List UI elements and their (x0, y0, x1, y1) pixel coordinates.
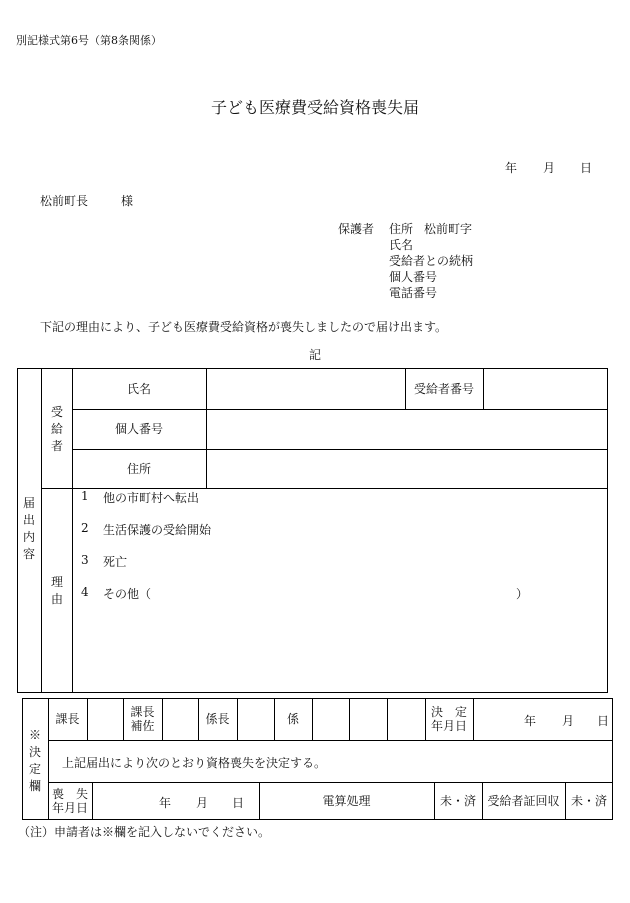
statement: 下記の理由により、子ども医療費受給資格が喪失しましたので届け出ます。 (40, 320, 448, 334)
col-divider (349, 698, 350, 740)
reason-num: 4 (81, 585, 89, 599)
loss-date-line-2: 年月日 (51, 801, 88, 815)
col-divider (87, 698, 88, 740)
guardian-label: 保護者 (338, 222, 375, 236)
form-id: 別記様式第6号（第8条関係） (16, 34, 162, 47)
kakari-label: 係 (286, 712, 299, 726)
col-divider (41, 368, 42, 693)
address-field[interactable] (207, 450, 607, 487)
note: （注）申請者は※欄を記入しないでください。 (18, 825, 271, 839)
reason-num: 3 (81, 553, 89, 567)
page-title: 子ども医療費受給資格喪失届 (210, 98, 419, 117)
decision-day-label: 日 (597, 714, 610, 728)
addressee-name: 松前町長 (40, 194, 89, 208)
col-divider (312, 698, 313, 740)
decision-date-line-2: 年月日 (430, 719, 467, 733)
section-label: 届出内容 (22, 496, 35, 561)
loss-day-label: 日 (232, 796, 245, 810)
recipient-number-field[interactable] (484, 369, 607, 408)
address-header: 住所 (126, 461, 151, 476)
decision-year-label: 年 (524, 714, 537, 728)
card-recovery-status[interactable]: 未・済 (570, 794, 607, 808)
decision-month-label: 月 (562, 714, 575, 728)
loss-date-line-1: 喪 失 (51, 787, 88, 801)
loss-month-label: 月 (196, 796, 209, 810)
mynumber-field[interactable] (207, 410, 607, 448)
col-divider (387, 698, 388, 740)
relation-label: 受給者との続柄 (389, 254, 474, 268)
card-recovery-label: 受給者証回収 (487, 794, 560, 808)
recipient-number-header: 受給者番号 (413, 381, 474, 396)
reason-text[interactable]: 他の市町村へ転出 (103, 491, 200, 505)
mynumber-header: 個人番号 (114, 422, 163, 436)
name-label: 氏名 (389, 238, 414, 252)
name-header: 氏名 (126, 381, 151, 396)
phone-label: 電話番号 (389, 286, 438, 300)
reason-text[interactable]: 生活保護の受給開始 (103, 523, 212, 537)
decision-date-label (425, 698, 473, 740)
loss-date-label (48, 782, 92, 820)
col-divider (92, 782, 93, 820)
kakaricho-label: 係長 (205, 712, 230, 726)
address-value: 松前町字 (424, 222, 473, 236)
addressee-honorific: 様 (121, 194, 134, 208)
decision-mark-label: ※決定欄 (28, 728, 41, 793)
date-year-label: 年 (505, 161, 518, 175)
other-close-paren: ） (516, 587, 529, 601)
densan-status[interactable]: 未・済 (439, 794, 476, 808)
ki-label: 記 (308, 348, 321, 362)
reason-text[interactable]: 死亡 (103, 555, 128, 569)
recipient-label: 受給者 (50, 405, 63, 453)
decision-text: 上記届出により次のとおり資格喪失を決定する。 (62, 756, 327, 770)
reason-text[interactable]: その他（ (103, 587, 152, 601)
col-divider (473, 698, 474, 740)
reason-num: 1 (81, 489, 89, 503)
decision-date-line-1: 決 定 (430, 705, 467, 719)
col-divider (162, 698, 163, 740)
kacho-hosa-line-2: 補佐 (130, 719, 155, 733)
kacho-hosa-label (123, 698, 162, 740)
reason-num: 2 (81, 521, 89, 535)
col-divider (237, 698, 238, 740)
densan-label: 電算処理 (322, 794, 371, 808)
name-field[interactable] (207, 369, 404, 408)
date-month-label: 月 (543, 161, 556, 175)
mynumber-label: 個人番号 (389, 270, 438, 284)
reason-label: 理由 (50, 575, 63, 606)
loss-year-label: 年 (159, 796, 172, 810)
kacho-hosa-line-1: 課長 (130, 705, 155, 719)
kacho-label: 課長 (55, 712, 80, 726)
address-label: 住所 (389, 222, 414, 236)
date-day-label: 日 (580, 161, 593, 175)
row-divider (48, 740, 613, 741)
